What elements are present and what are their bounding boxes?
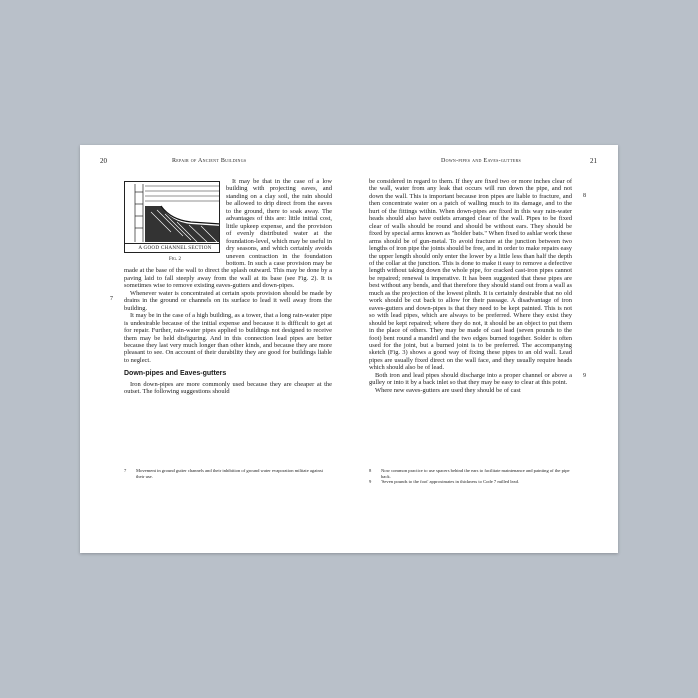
footnote <box>369 468 572 479</box>
paragraph-text: It may be that in the case of a low building with projecting eaves, and standing on a clay soil, the rain should be allowed to drip direct from the eaves to the ground, there to soak away. The advantages of this are: little initial cost, little upkeep expense, and the provision of evenly distributed water at the foundation-level, which may be useful in dry seasons, and which certainly avoids uneven contraction in the foundation bottom. In such a case provision may be made at the base of the wall to direct the splash outward. This may be done by a paving laid to fall steeply away from the wall at its base (see Fig. 2). It is sometimes wise to remove existing eaves-gutters and down-pipes. <box>124 178 332 290</box>
running-head: Repair of Ancient Buildings <box>172 158 247 164</box>
right-page <box>349 145 618 553</box>
figure-caption: Fig. 2 <box>168 257 181 262</box>
footnote-text: Now common practice to use spacers behind the ears to facilitate maintenance and painting of the pipe back. <box>381 468 570 479</box>
book-spread <box>80 145 618 553</box>
footnote-number: 9 <box>369 479 372 485</box>
page-number: 20 <box>100 157 107 165</box>
left-body-text <box>124 178 332 396</box>
figure <box>124 181 220 265</box>
paragraph: Both iron and lead pipes should discharge into a proper channel or above a gulley or into it by a back inlet so that they may be easy to clear at this point. <box>369 371 572 387</box>
paragraph <box>124 178 332 290</box>
margin-note: 8 <box>583 193 586 199</box>
footnotes <box>124 468 332 479</box>
left-page <box>80 145 349 553</box>
margin-note: 7 <box>110 296 113 302</box>
footnote-number: 8 <box>369 468 372 473</box>
footnote <box>369 479 572 485</box>
footnotes <box>369 468 572 485</box>
footnote-number: 7 <box>124 468 127 473</box>
right-body-text <box>369 178 572 394</box>
channel-section-drawing <box>131 182 220 244</box>
footnote <box>124 468 332 479</box>
footnote-text: 'Seven pounds to the foot' approximates in thickness to Code 7 milled lead. <box>381 479 520 485</box>
paragraph: Iron down-pipes are more commonly used because they are cheaper at the outset. The following suggestions should <box>124 380 332 396</box>
paragraph: It may be in the case of a high building, as a tower, that a long rain-water pipe is undesirable because of the initial expense and because it is difficult to get at for repair. Further, rain-water pipes applied to buildings not designed to receive them may be held disfiguring. And in this connection lead pipes are better because they last very much longer than other kinds, and because they are more pleasant to see. On account of their durability they are good for buildings liable to neglect. <box>124 312 332 364</box>
margin-note: 9 <box>583 373 586 379</box>
paragraph: be considered in regard to them. If they are fixed two or more inches clear of the wall, water from any leak that occurs will run down the pipe, and not down the wall. This is important because iron pipes are liable to fracture, and then concentrate water on a patch of walling much to its damage, and to the hurt of the fittings within. When down-pipes are fixed in this way rain-water heads should also have outlets arranged clear of the wall. Pipes to be fixed clear of walls should be round and should be without ears. They should be fixed by special arms known as "holder bats." When fixed to ashlar work these arms should be of gun-metal. To avoid fracture at the junction between two lengths of iron pipe the joints should be free, and in order to make repairs easy the upper length should only enter the lower by a little less than half the depth of the collar at the junction. This is done to make it easy to remove a defective length without taking down the whole pipe, for cracked cast-iron pipes cannot be repaired; renewal is imperative. It has been suggested that these pipes are best without any bends, and that therefore they should stand out from a wall as much as the projection of the lowest plinth. It is certainly desirable that no old work should be cut back to allow for their passage. A disadvantage of iron eaves-gutters and down-pipes is that they need to be kept painted. This is not so with lead pipes, which are always to be preferred. Where they exist they should be kept repaired; where they do not, it should be an object to put them in the place of others. They may be made of cast lead (seven pounds to the foot) bent round a mandril and the two edges burned together. Solder is often used for the joint, but a burned joint is to be preferred. The accompanying sketch (Fig. 3) shows a good way of fixing these pipes to an old wall. Lead pipes are usually fixed direct on the wall face, and they usually require heads which should also be of lead. <box>369 178 572 372</box>
paragraph: Where new eaves-gutters are used they should be of cast <box>375 386 521 394</box>
figure-illustration <box>124 181 220 253</box>
running-head: Down-pipes and Eaves-gutters <box>441 158 521 164</box>
paragraph: Whenever water is concentrated at certain spots provision should be made by drains in the ground or channels on its surface to lead it well away from the building. <box>124 289 332 312</box>
footnote-text: Movement in ground gutter channels and their inhibition of ground water evaporation militate against their use. <box>136 468 323 479</box>
section-heading: Down-pipes and Eaves-gutters <box>124 370 227 378</box>
page-number: 21 <box>590 157 597 165</box>
figure-title: A GOOD CHANNEL SECTION <box>125 243 219 252</box>
